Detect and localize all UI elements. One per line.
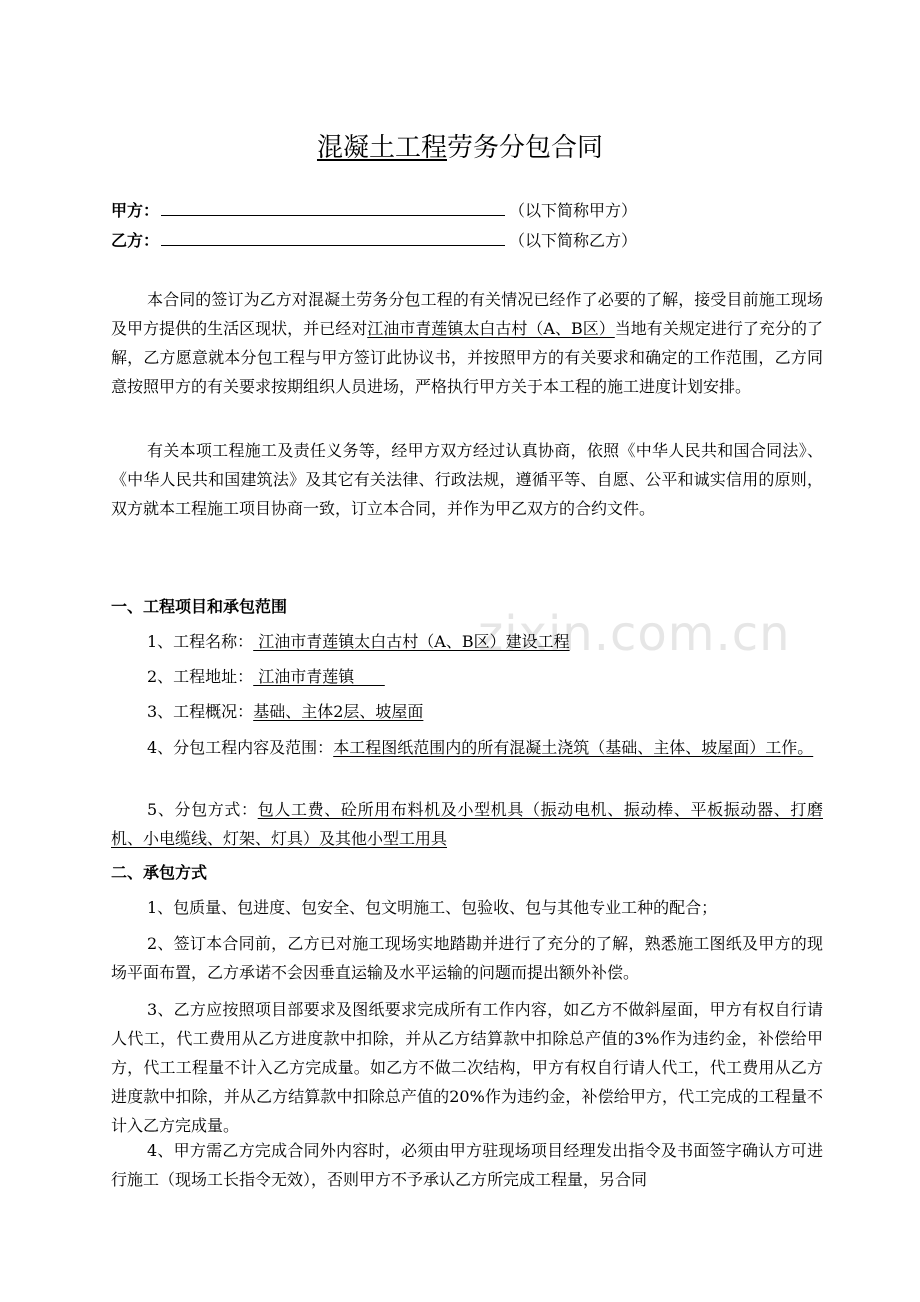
- intro-p1-text-a: 本合同的签订为乙方对混凝土劳务分包工程的有关情况已经作了必要的了解，接受目前施工现场及甲方提供的生活区现状，并已经对: [111, 290, 823, 338]
- intro-paragraph-1: [111, 285, 823, 401]
- item-2-label: 2、工程地址：: [147, 667, 254, 686]
- section-1-item-4: [111, 733, 823, 762]
- party-b-label: 乙方：: [111, 231, 160, 250]
- item-5-label: 5、分包方式：: [147, 800, 258, 819]
- intro-p1-text-b: 当地有关规定进行了充分的了解，乙方愿意就本分包工程与甲方签订此协议书，并按照甲方的有关要求和确定的工作范围，乙方同意按照甲方的有关要求按期组织人员进场，严格执行甲方关于本工程的施工进度计划安排。: [111, 319, 823, 396]
- item-4-value: 本工程图纸范围内的所有混凝土浇筑（基础、主体、坡屋面）工作。: [333, 738, 814, 757]
- party-a-label: 甲方：: [111, 201, 160, 220]
- item-1-label: 1、工程名称：: [147, 632, 254, 651]
- item-3-label: 3、工程概况：: [147, 702, 254, 721]
- item-3-value: 基础、主体2层、坡屋面: [253, 702, 424, 721]
- section-2-item-1: 1、包质量、包进度、包安全、包文明施工、包验收、包与其他专业工种的配合；: [147, 898, 718, 917]
- section-1-item-3: [111, 697, 823, 726]
- section-1-item-5: [111, 795, 823, 853]
- section-1-item-1: [111, 627, 823, 656]
- intro-p2-text: 有关本项工程施工及责任义务等，经甲方双方经过认真协商，依照《中华人民共和国合同法》、《中华人民共和国建筑法》及其它有关法律、行政法规，遵循平等、自愿、公平和诚实信用的原则，双方就本工程施工项目协商一致，订立本合同，并作为甲乙双方的合约文件。: [111, 441, 823, 518]
- section-1-heading: 一、工程项目和承包范围: [111, 597, 288, 616]
- watermark: zixin.com.cn: [478, 606, 791, 662]
- title-underlined: 混凝土工程: [316, 133, 447, 163]
- party-b-suffix: （以下简称乙方）: [509, 231, 638, 250]
- party-a-blank: [161, 197, 505, 216]
- document-title: [0, 128, 920, 168]
- party-b-line: [111, 227, 637, 253]
- title-rest: 劳务分包合同: [447, 133, 604, 163]
- section-2-heading: 二、承包方式: [111, 863, 208, 882]
- item-2-value: 江油市青莲镇: [253, 667, 385, 686]
- section-2-item-3: 3、乙方应按照项目部要求及图纸要求完成所有工作内容，如乙方不做斜屋面，甲方有权自行请人代工，代工费用从乙方进度款中扣除，并从乙方结算款中扣除总产值的3%作为违约金，补偿给甲方，代工工程量不计入乙方完成量。如乙方不做二次结构，甲方有权自行请人代工，代工费用从乙方进度款中扣除，并从乙方结算款中扣除总产值的20%作为违约金，补偿给甲方，代工完成的工程量不计入乙方完成量。: [111, 1000, 823, 1135]
- section-2-item-4: 4、甲方需乙方完成合同外内容时，必须由甲方驻现场项目经理发出指令及书面签字确认方可进行施工（现场工长指令无效），否则甲方不予承认乙方所完成工程量，另合同: [111, 1141, 823, 1189]
- item-4-label: 4、分包工程内容及范围：: [147, 738, 334, 757]
- party-a-suffix: （以下简称甲方）: [509, 201, 638, 220]
- section-2-item-2: 2、签订本合同前，乙方已对施工现场实地踏勘并进行了充分的了解，熟悉施工图纸及甲方的现场平面布置，乙方承诺不会因垂直运输及水平运输的问题而提出额外补偿。: [111, 934, 823, 982]
- party-a-line: [111, 197, 637, 223]
- intro-paragraph-2: [111, 436, 823, 523]
- item-5-value: 包人工费、砼所用布料机及小型机具（振动电机、振动棒、平板振动器、打磨机、小电缆线、灯架、灯具）及其他小型工用具: [111, 800, 823, 848]
- intro-p1-project-location: 江油市青莲镇太白古村（A、B区）: [367, 319, 615, 338]
- party-b-blank: [161, 227, 505, 246]
- section-1-item-2: [111, 662, 823, 691]
- item-1-value: 江油市青莲镇太白古村（A、B区）建设工程: [253, 632, 570, 651]
